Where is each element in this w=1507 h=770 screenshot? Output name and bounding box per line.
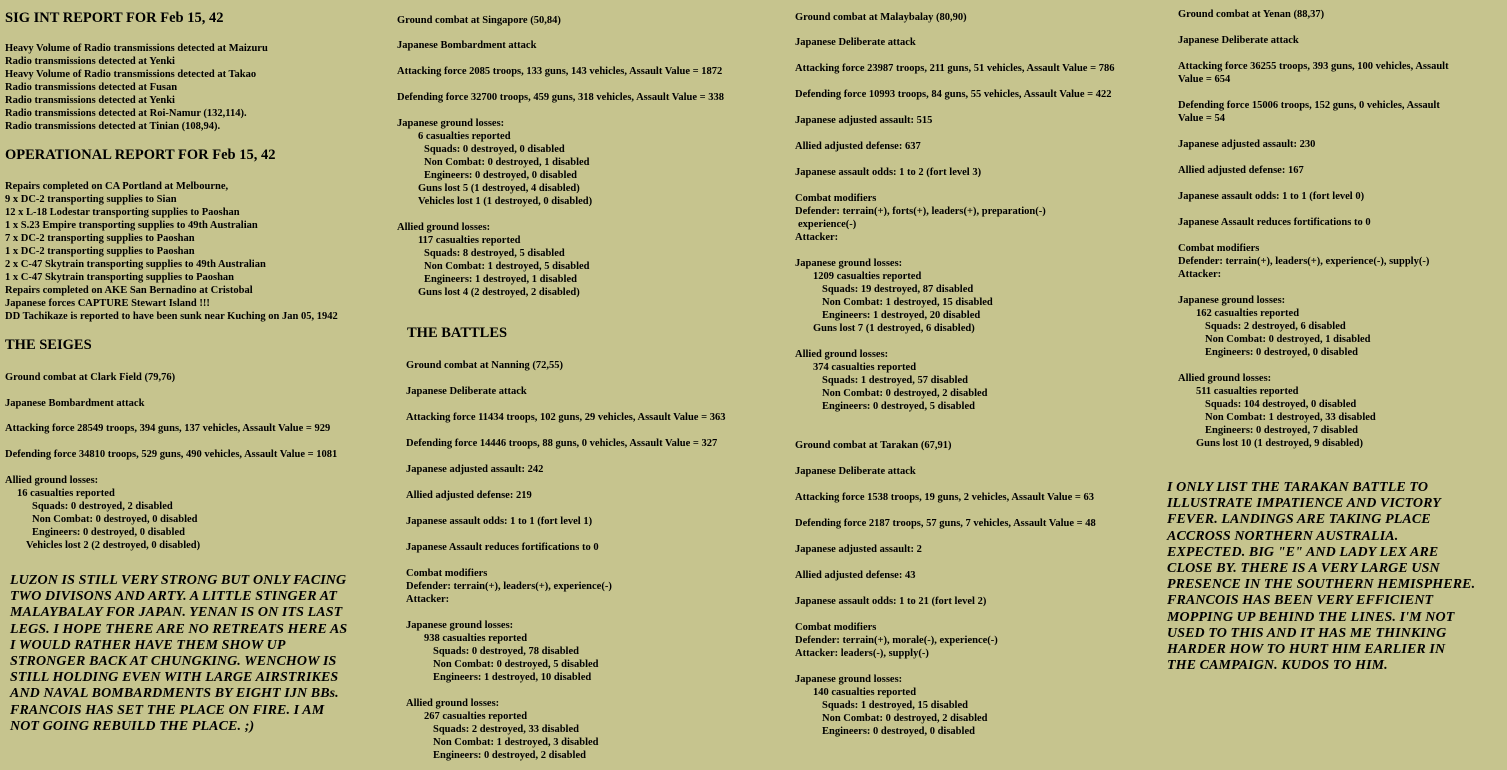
defender-modifiers: Defender: terrain(+), leaders(+), experience(-) <box>406 581 612 592</box>
attack-type: Japanese Bombardment attack <box>397 40 537 51</box>
attacking-force: Attacking force 11434 troops, 102 guns, 29 vehicles, Assault Value = 363 <box>406 412 726 423</box>
comment-line: FEVER. LANDINGS ARE TAKING PLACE <box>1167 512 1431 528</box>
player-comment-right <box>1167 480 1501 674</box>
adjusted-defense: Allied adjusted defense: 167 <box>1178 165 1304 176</box>
attacker-modifiers: Attacker: <box>406 594 450 605</box>
combat-location: Ground combat at Nanning (72,55) <box>406 360 564 371</box>
defender-modifiers: Defender: terrain(+), morale(-), experience(-) <box>795 635 998 646</box>
noncombat-losses: Non Combat: 1 destroyed, 15 disabled <box>822 297 993 308</box>
vehicle-losses: Vehicles lost 2 (2 destroyed, 0 disabled) <box>26 540 201 551</box>
comment-line: STRONGER BACK AT CHUNGKING. WENCHOW IS <box>10 654 337 670</box>
squads-losses: Squads: 2 destroyed, 33 disabled <box>433 724 579 735</box>
combat-location: Ground combat at Clark Field (79,76) <box>5 372 176 383</box>
engineer-losses: Engineers: 1 destroyed, 20 disabled <box>822 310 981 321</box>
combat-location: Ground combat at Tarakan (67,91) <box>795 440 952 451</box>
assault-odds: Japanese assault odds: 1 to 1 (fort level 0) <box>1178 191 1365 202</box>
defending-force: Defending force 2187 troops, 57 guns, 7 vehicles, Assault Value = 48 <box>795 518 1096 529</box>
casualties: 140 casualties reported <box>813 687 917 698</box>
casualties: 938 casualties reported <box>424 633 528 644</box>
noncombat-losses: Non Combat: 1 destroyed, 33 disabled <box>1205 412 1376 423</box>
engineer-losses: Engineers: 0 destroyed, 0 disabled <box>1205 347 1358 358</box>
operational-report-title: OPERATIONAL REPORT FOR Feb 15, 42 <box>5 147 276 163</box>
attacking-force: Attacking force 2085 troops, 133 guns, 143 vehicles, Assault Value = 1872 <box>397 66 723 77</box>
casualties: 511 casualties reported <box>1196 386 1299 397</box>
fortification-result: Japanese Assault reduces fortifications to 0 <box>1178 217 1371 228</box>
losses-title: Japanese ground losses: <box>795 258 903 269</box>
losses-title: Allied ground losses: <box>397 222 491 233</box>
operational-line: 12 x L-18 Lodestar transporting supplies to Paoshan <box>5 207 240 218</box>
sigint-line: Heavy Volume of Radio transmissions detected at Takao <box>5 69 257 80</box>
combat-location: Ground combat at Yenan (88,37) <box>1178 9 1325 20</box>
sigint-line: Radio transmissions detected at Fusan <box>5 82 178 93</box>
report-column-1 <box>5 0 395 770</box>
comment-line: NOT GOING REBUILD THE PLACE. ;) <box>10 718 255 734</box>
assault-odds: Japanese assault odds: 1 to 21 (fort level 2) <box>795 596 987 607</box>
gun-losses: Guns lost 5 (1 destroyed, 4 disabled) <box>418 183 580 194</box>
casualties: 267 casualties reported <box>424 711 528 722</box>
defender-modifiers: Defender: terrain(+), leaders(+), experience(-), supply(-) <box>1178 256 1430 267</box>
comment-line: THE CAMPAIGN. KUDOS TO HIM. <box>1167 658 1388 674</box>
attack-type: Japanese Deliberate attack <box>795 466 916 477</box>
noncombat-losses: Non Combat: 0 destroyed, 5 disabled <box>433 659 599 670</box>
report-column-3 <box>795 0 1175 770</box>
comment-line: USED TO THIS AND IT HAS ME THINKING <box>1167 625 1447 641</box>
report-column-4 <box>1167 0 1503 770</box>
losses-title: Allied ground losses: <box>795 349 889 360</box>
engineer-losses: Engineers: 0 destroyed, 0 disabled <box>32 527 185 538</box>
adjusted-assault: Japanese adjusted assault: 230 <box>1178 139 1316 150</box>
squads-losses: Squads: 1 destroyed, 57 disabled <box>822 375 968 386</box>
noncombat-losses: Non Combat: 0 destroyed, 1 disabled <box>1205 334 1371 345</box>
comment-line: I ONLY LIST THE TARAKAN BATTLE TO <box>1167 480 1429 495</box>
operational-line: 2 x C-47 Skytrain transporting supplies to 49th Australian <box>5 259 266 270</box>
attacker-modifiers: Attacker: <box>795 232 839 243</box>
squads-losses: Squads: 104 destroyed, 0 disabled <box>1205 399 1357 410</box>
attack-type: Japanese Deliberate attack <box>406 386 527 397</box>
defending-force: Defending force 15006 troops, 152 guns, 0 vehicles, Assault <box>1178 100 1440 111</box>
sigint-line: Heavy Volume of Radio transmissions detected at Maizuru <box>5 43 268 54</box>
comment-line: HARDER HOW TO HURT HIM EARLIER IN <box>1167 642 1446 658</box>
casualties: 16 casualties reported <box>17 488 115 499</box>
comment-line: MALAYBALAY FOR JAPAN. YENAN IS ON ITS LAST <box>10 605 343 621</box>
vehicle-losses: Vehicles lost 1 (1 destroyed, 0 disabled) <box>418 196 593 207</box>
comment-line: CLOSE BY. THERE IS A VERY LARGE USN <box>1167 561 1440 577</box>
attacking-force: Attacking force 1538 troops, 19 guns, 2 vehicles, Assault Value = 63 <box>795 492 1095 503</box>
adjusted-assault: Japanese adjusted assault: 2 <box>795 544 922 555</box>
losses-title: Allied ground losses: <box>1178 373 1272 384</box>
squads-losses: Squads: 0 destroyed, 78 disabled <box>433 646 579 657</box>
sigint-line: Radio transmissions detected at Yenki <box>5 56 175 67</box>
squads-losses: Squads: 1 destroyed, 15 disabled <box>822 700 968 711</box>
sigint-line: Radio transmissions detected at Tinian (108,94). <box>5 121 221 132</box>
squads-losses: Squads: 8 destroyed, 5 disabled <box>424 248 565 259</box>
casualties: 1209 casualties reported <box>813 271 922 282</box>
engineer-losses: Engineers: 0 destroyed, 0 disabled <box>424 170 577 181</box>
gun-losses: Guns lost 4 (2 destroyed, 2 disabled) <box>418 287 580 298</box>
comment-line: MOPPING UP BEHIND THE LINES. I'M NOT <box>1167 609 1455 625</box>
losses-title: Allied ground losses: <box>406 698 500 709</box>
player-comment-left <box>10 573 395 735</box>
losses-title: Japanese ground losses: <box>795 674 903 685</box>
operational-line: Japanese forces CAPTURE Stewart Island !!! <box>5 298 210 309</box>
combat-modifiers-title: Combat modifiers <box>795 193 877 204</box>
defending-force-cont: Value = 54 <box>1178 113 1226 124</box>
comment-line: PRESENCE IN THE SOUTHERN HEMISPHERE. <box>1167 577 1476 593</box>
report-column-2 <box>397 0 790 770</box>
squads-losses: Squads: 2 destroyed, 6 disabled <box>1205 321 1346 332</box>
assault-odds: Japanese assault odds: 1 to 2 (fort level 3) <box>795 167 982 178</box>
defender-modifiers: Defender: terrain(+), forts(+), leaders(+), preparation(-) <box>795 206 1046 217</box>
comment-line: AND NAVAL BOMBARDMENTS BY EIGHT IJN BBs. <box>10 686 339 702</box>
defending-force: Defending force 34810 troops, 529 guns, 490 vehicles, Assault Value = 1081 <box>5 449 338 460</box>
attack-type: Japanese Deliberate attack <box>795 37 916 48</box>
adjusted-assault: Japanese adjusted assault: 242 <box>406 464 544 475</box>
attacker-modifiers: Attacker: <box>1178 269 1222 280</box>
battles-title: THE BATTLES <box>407 325 508 341</box>
operational-line: 9 x DC-2 transporting supplies to Sian <box>5 194 177 205</box>
gun-losses: Guns lost 7 (1 destroyed, 6 disabled) <box>813 323 975 334</box>
comment-line: FRANCOIS HAS BEEN VERY EFFICIENT <box>1167 593 1434 609</box>
combat-modifiers-title: Combat modifiers <box>1178 243 1260 254</box>
comment-line: I WOULD RATHER HAVE THEM SHOW UP <box>10 637 286 653</box>
squads-losses: Squads: 0 destroyed, 2 disabled <box>32 501 173 512</box>
comment-line: TWO DIVISONS AND ARTY. A LITTLE STINGER AT <box>10 589 338 605</box>
comment-line: ACCROSS NORTHERN AUSTRALIA. <box>1167 528 1399 544</box>
comment-line: ILLUSTRATE IMPATIENCE AND VICTORY <box>1167 496 1441 512</box>
adjusted-defense: Allied adjusted defense: 43 <box>795 570 916 581</box>
noncombat-losses: Non Combat: 1 destroyed, 3 disabled <box>433 737 599 748</box>
seiges-title: THE SEIGES <box>5 337 92 353</box>
attacker-modifiers: Attacker: leaders(-), supply(-) <box>795 648 929 659</box>
comment-line: FRANCOIS HAS SET THE PLACE ON FIRE. I AM <box>10 702 325 718</box>
comment-line: LEGS. I HOPE THERE ARE NO RETREATS HERE AS <box>10 621 348 637</box>
operational-line: 1 x S.23 Empire transporting supplies to 49th Australian <box>5 220 258 231</box>
combat-location: Ground combat at Malaybalay (80,90) <box>795 12 967 23</box>
noncombat-losses: Non Combat: 0 destroyed, 2 disabled <box>822 388 988 399</box>
operational-line: DD Tachikaze is reported to have been sunk near Kuching on Jan 05, 1942 <box>5 311 338 322</box>
attacking-force: Attacking force 23987 troops, 211 guns, 51 vehicles, Assault Value = 786 <box>795 63 1115 74</box>
combat-modifiers-title: Combat modifiers <box>406 568 488 579</box>
noncombat-losses: Non Combat: 0 destroyed, 1 disabled <box>424 157 590 168</box>
operational-line: 7 x DC-2 transporting supplies to Paoshan <box>5 233 195 244</box>
fortification-result: Japanese Assault reduces fortifications to 0 <box>406 542 599 553</box>
casualties: 117 casualties reported <box>418 235 521 246</box>
engineer-losses: Engineers: 1 destroyed, 10 disabled <box>433 672 592 683</box>
assault-odds: Japanese assault odds: 1 to 1 (fort level 1) <box>406 516 593 527</box>
engineer-losses: Engineers: 0 destroyed, 7 disabled <box>1205 425 1358 436</box>
defending-force: Defending force 14446 troops, 88 guns, 0 vehicles, Assault Value = 327 <box>406 438 718 449</box>
attacking-force: Attacking force 36255 troops, 393 guns, 100 vehicles, Assault <box>1178 61 1449 72</box>
attacking-force-cont: Value = 654 <box>1178 74 1231 85</box>
sigint-line: Radio transmissions detected at Yenki <box>5 95 175 106</box>
attack-type: Japanese Bombardment attack <box>5 398 145 409</box>
defending-force: Defending force 10993 troops, 84 guns, 55 vehicles, Assault Value = 422 <box>795 89 1112 100</box>
noncombat-losses: Non Combat: 0 destroyed, 2 disabled <box>822 713 988 724</box>
squads-losses: Squads: 19 destroyed, 87 disabled <box>822 284 974 295</box>
noncombat-losses: Non Combat: 0 destroyed, 0 disabled <box>32 514 198 525</box>
gun-losses: Guns lost 10 (1 destroyed, 9 disabled) <box>1196 438 1363 449</box>
comment-line: STILL HOLDING EVEN WITH LARGE AIRSTRIKES <box>10 670 339 686</box>
attack-type: Japanese Deliberate attack <box>1178 35 1299 46</box>
engineer-losses: Engineers: 0 destroyed, 0 disabled <box>822 726 975 737</box>
casualties: 162 casualties reported <box>1196 308 1300 319</box>
comment-line: EXPECTED. BIG "E" AND LADY LEX ARE <box>1167 544 1439 560</box>
noncombat-losses: Non Combat: 1 destroyed, 5 disabled <box>424 261 590 272</box>
operational-line: Repairs completed on CA Portland at Melbourne, <box>5 181 229 192</box>
comment-line: LUZON IS STILL VERY STRONG BUT ONLY FACING <box>10 573 347 588</box>
losses-title: Japanese ground losses: <box>406 620 514 631</box>
casualties: 374 casualties reported <box>813 362 917 373</box>
defender-modifiers-cont: experience(-) <box>798 219 857 230</box>
engineer-losses: Engineers: 0 destroyed, 5 disabled <box>822 401 975 412</box>
engineer-losses: Engineers: 1 destroyed, 1 disabled <box>424 274 577 285</box>
engineer-losses: Engineers: 0 destroyed, 2 disabled <box>433 750 586 761</box>
operational-line: 1 x C-47 Skytrain transporting supplies to Paoshan <box>5 272 234 283</box>
casualties: 6 casualties reported <box>418 131 511 142</box>
losses-title: Japanese ground losses: <box>1178 295 1286 306</box>
combat-location: Ground combat at Singapore (50,84) <box>397 15 561 26</box>
adjusted-defense: Allied adjusted defense: 637 <box>795 141 921 152</box>
adjusted-assault: Japanese adjusted assault: 515 <box>795 115 933 126</box>
squads-losses: Squads: 0 destroyed, 0 disabled <box>424 144 565 155</box>
losses-title: Japanese ground losses: <box>397 118 505 129</box>
defending-force: Defending force 32700 troops, 459 guns, 318 vehicles, Assault Value = 338 <box>397 92 725 103</box>
losses-title: Allied ground losses: <box>5 475 99 486</box>
operational-line: Repairs completed on AKE San Bernadino at Cristobal <box>5 285 253 296</box>
attacking-force: Attacking force 28549 troops, 394 guns, 137 vehicles, Assault Value = 929 <box>5 423 331 434</box>
sigint-line: Radio transmissions detected at Roi-Namur (132,114). <box>5 108 247 119</box>
adjusted-defense: Allied adjusted defense: 219 <box>406 490 532 501</box>
combat-modifiers-title: Combat modifiers <box>795 622 877 633</box>
sigint-report-title: SIG INT REPORT FOR Feb 15, 42 <box>5 10 224 26</box>
operational-line: 1 x DC-2 transporting supplies to Paoshan <box>5 246 195 257</box>
